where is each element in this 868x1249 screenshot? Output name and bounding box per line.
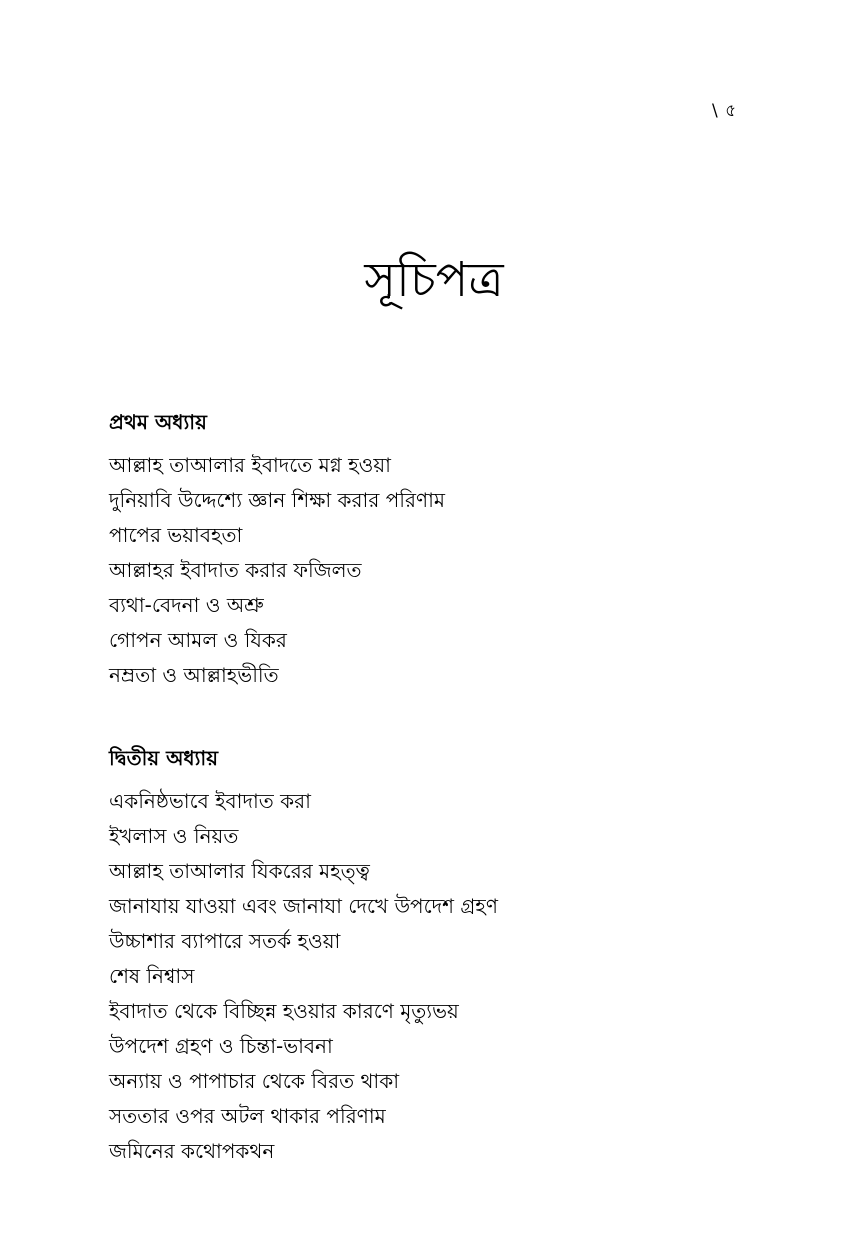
toc-entry: উপদেশ গ্রহণ ও চিন্তা-ভাবনা (109, 1034, 333, 1058)
page-number-header: \ ৫ (712, 101, 738, 121)
chapter-entry-list (109, 448, 809, 693)
toc-entry: অন্যায় ও পাপাচার থেকে বিরত থাকা (109, 1069, 399, 1093)
chapter-section-2 (109, 740, 809, 1169)
toc-entry: ইবাদাত থেকে বিচ্ছিন্ন হওয়ার কারণে মৃত্যুভয় (109, 999, 459, 1023)
chapter-section-1 (109, 404, 809, 693)
chapter-heading: প্রথম অধ্যায় (109, 410, 207, 434)
toc-entry: আল্লাহ তাআলার যিকরের মহত্ত্ব (109, 859, 370, 883)
toc-entry: ব্যথা-বেদনা ও অশ্রু (109, 593, 264, 617)
toc-entry: শেষ নিশ্বাস (109, 964, 195, 988)
toc-entry: জমিনের কথোপকথন (109, 1139, 275, 1163)
toc-entry: আল্লাহর ইবাদাত করার ফজিলত (109, 558, 362, 582)
page-title: সূচিপত্র (364, 252, 504, 308)
chapter-entry-list (109, 784, 809, 1169)
toc-entry: জানাযায় যাওয়া এবং জানাযা দেখে উপদেশ গ্রহণ (109, 894, 498, 918)
toc-entry: ইখলাস ও নিয়ত (109, 824, 239, 848)
toc-entry: আল্লাহ তাআলার ইবাদতে মগ্ন হওয়া (109, 453, 391, 477)
chapter-heading: দ্বিতীয় অধ্যায় (109, 746, 218, 770)
toc-entry: উচ্চাশার ব্যাপারে সতর্ক হওয়া (109, 929, 341, 953)
toc-entry: দুনিয়াবি উদ্দেশ্যে জ্ঞান শিক্ষা করার পরিণাম (109, 488, 446, 512)
toc-entry: নম্রতা ও আল্লাহভীতি (109, 663, 279, 687)
toc-entry: পাপের ভয়াবহতা (109, 523, 243, 547)
toc-entry: একনিষ্ঠভাবে ইবাদাত করা (109, 789, 311, 813)
toc-entry: গোপন আমল ও যিকর (109, 628, 287, 652)
toc-entry: সততার ওপর অটল থাকার পরিণাম (109, 1104, 386, 1128)
